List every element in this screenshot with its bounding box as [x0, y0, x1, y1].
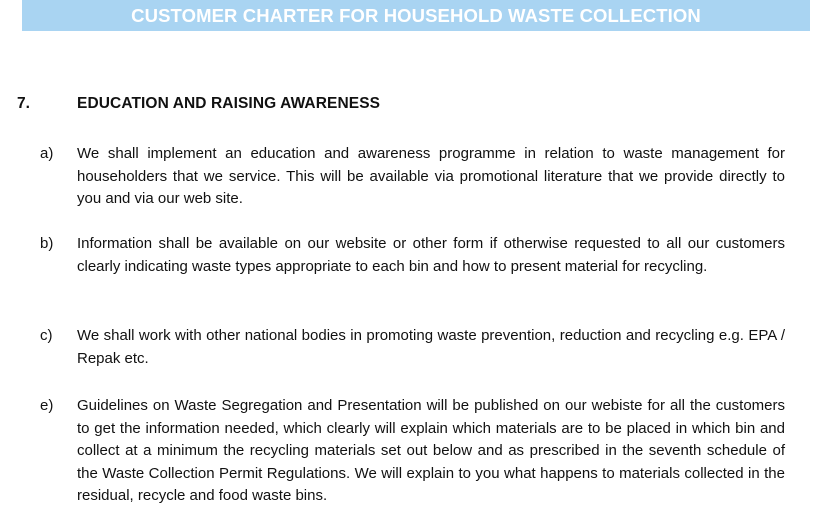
list-item-letter: e) [40, 397, 54, 414]
list-item-text: We shall implement an education and awareness programme in relation to waste management for householders that we service. This will be available via promotional literature that we provide directly to you and via our web site. [77, 145, 785, 207]
section-title: EDUCATION AND RAISING AWARENESS [77, 95, 381, 112]
list-item-letter: a) [40, 145, 54, 162]
list-item-text: Guidelines on Waste Segregation and Presentation will be published on our webiste for all the customers to get the information needed, which clearly will explain which materials are to be placed in which bin and collect at a minimum the recycling materials set out below and as prescribed in the seventh schedule of the Waste Collection Permit Regulations. We will explain to you what happens to materials collected in the residual, recycle and food waste bins. [77, 397, 785, 504]
list-item-letter: c) [40, 327, 53, 344]
list-item-text: We shall work with other national bodies in promoting waste prevention, reduction and recycling e.g. EPA / Repak etc. [77, 327, 785, 367]
list-item-text: Information shall be available on our website or other form if otherwise requested to all our customers clearly indicating waste types appropriate to each bin and how to present material for recycling. [77, 235, 785, 275]
list-item-letter: b) [40, 235, 54, 252]
section-number: 7. [17, 95, 30, 112]
document-header-banner: CUSTOMER CHARTER FOR HOUSEHOLD WASTE COLLECTION [22, 0, 810, 31]
